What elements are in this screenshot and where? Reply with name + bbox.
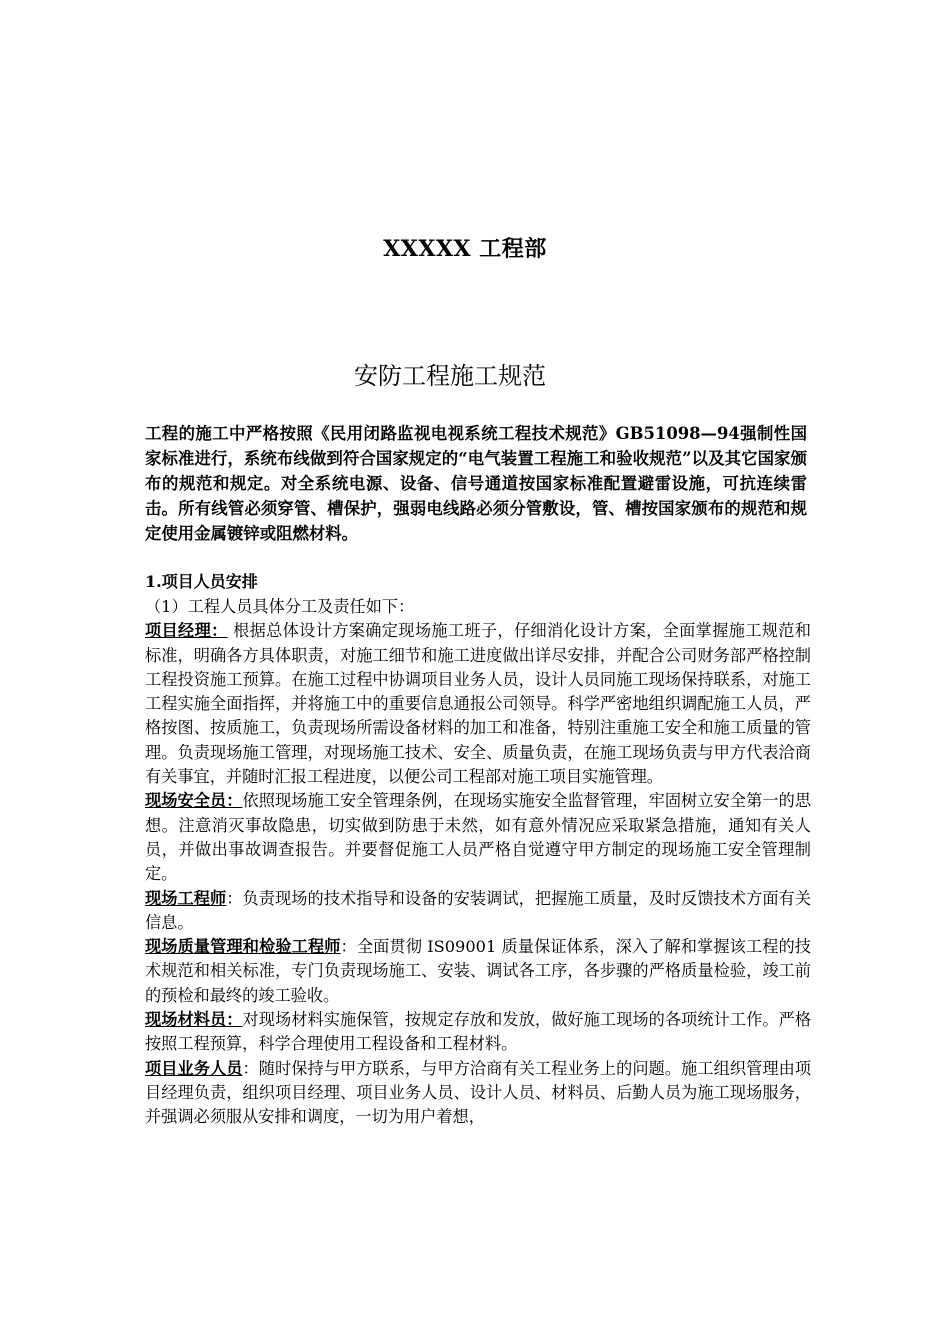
role-title: 现场材料员：	[145, 1010, 243, 1030]
role-description: ：全面贯彻 IS09001 质量保证体系，深入了解和掌握该工程的技术规范和相关标准，专门负责现场施工、安装、调试各工序，各步骤的严格质量检验，竣工前的预检和最终的竣工验收。	[145, 937, 811, 1005]
role-paragraph-quality-engineer	[145, 935, 811, 1008]
role-title: 现场安全员：	[145, 791, 243, 811]
intro-paragraph: 工程的施工中严格按照《民用闭路监视电视系统工程技术规范》GB51098—94强制性国家标准进行，系统布线做到符合国家规定的“电气装置工程施工和验收规范”以及其它国家颁布的规范和规定。对全系统电源、设备、信号通道按国家标准配置避雷设施，可抗连续雷击。所有线管必须穿管、槽保护，强弱电线路必须分管敷设，管、槽按国家颁布的规范和规定使用金属镀锌或阻燃材料。	[145, 424, 807, 543]
role-title: 现场工程师	[145, 888, 227, 908]
section-heading: 1.项目人员安排	[145, 572, 258, 591]
role-description: ：随时保持与甲方联系，与甲方洽商有关工程业务上的问题。施工组织管理由项目经理负责，组织项目经理、项目业务人员、设计人员、材料员、后勤人员为施工现场服务，并强调必须服从安排和调度，一切为用户着想，	[145, 1058, 812, 1127]
role-description: ：负责现场的技术指导和设备的安装调试，把握施工质量，及时反馈技术方面有关信息。	[145, 888, 812, 932]
section-body	[145, 595, 811, 1130]
role-paragraph-materials-officer	[145, 1008, 811, 1057]
role-paragraph-business-staff	[145, 1057, 811, 1130]
subheading: （1）工程人员具体分工及责任如下：	[145, 597, 415, 616]
role-title: 项目经理：	[145, 621, 228, 641]
role-paragraph-safety-officer	[145, 789, 811, 886]
role-title: 现场质量管理和检验工程师	[145, 937, 341, 957]
role-description: 根据总体设计方案确定现场施工班子，仔细消化设计方案，全面掌握施工规范和标准，明确各方具体职责，对施工细节和施工进度做出详尽安排，并配合公司财务部严格控制工程投资施工预算。在施工过程中协调项目业务人员，设计人员同施工现场保持联系，对施工工程实施全面指挥，并将施工中的重要信息通报公司领导。科学严密地组织调配施工人员，严格按图、按质施工，负责现场所需设备材料的加工和准备，特别注重施工安全和施工质量的管理。负责现场施工管理，对现场施工技术、安全、质量负责，在施工现场负责与甲方代表洽商有关事宜，并随时汇报工程进度，以便公司工程部对施工项目实施管理。	[145, 621, 811, 787]
role-paragraph-project-manager	[145, 619, 811, 789]
role-paragraph-site-engineer	[145, 887, 811, 936]
role-description: 依照现场施工安全管理条例，在现场实施安全监督管理，牢固树立安全第一的思想。注意消灭事故隐患，切实做到防患于未然，如有意外情况应采取紧急措施，通知有关人员，并做出事故调查报告。并要督促施工人员严格自觉遵守甲方制定的现场施工安全管理制定。	[145, 791, 812, 884]
department-title: XXXXX 工程部	[383, 236, 547, 262]
document-title: 安防工程施工规范	[354, 362, 546, 390]
role-title: 项目业务人员	[145, 1058, 243, 1078]
role-description: 对现场材料实施保管，按规定存放和发放，做好施工现场的各项统计工作。严格按照工程预算，科学合理使用工程设备和工程材料。	[145, 1010, 812, 1054]
